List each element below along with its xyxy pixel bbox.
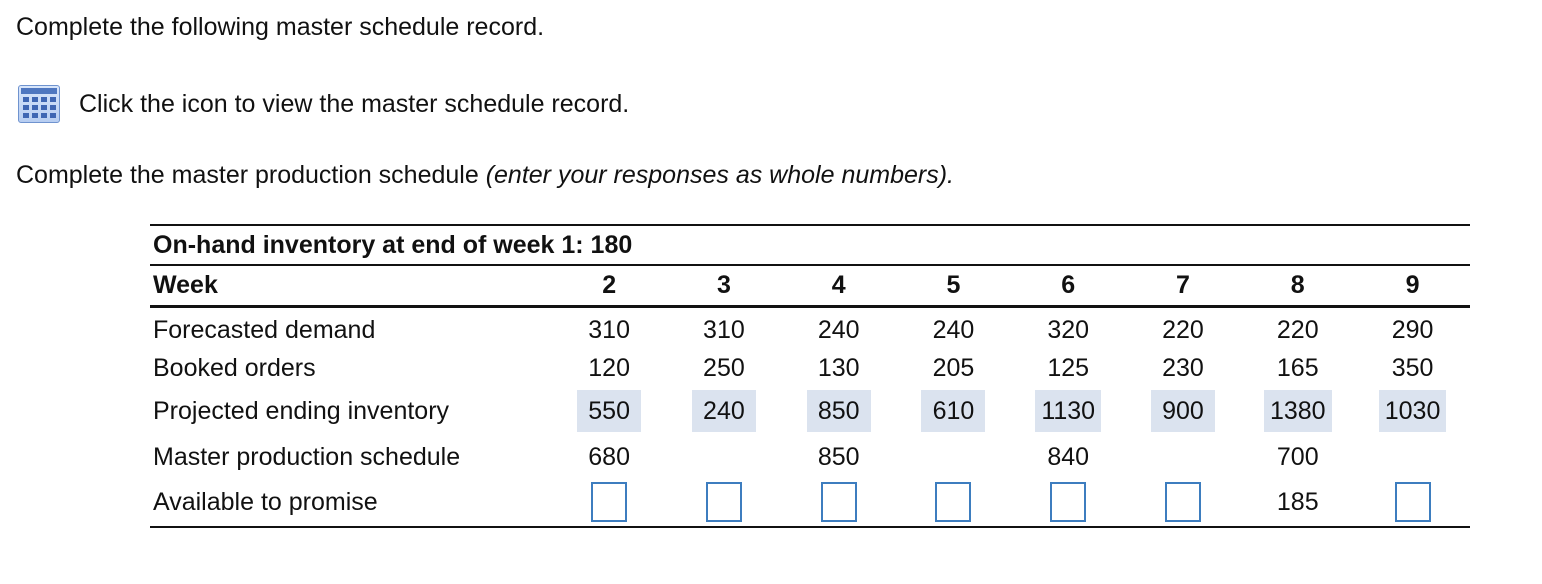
- forecast-cell: 310: [588, 315, 630, 344]
- task-instruction-note: (enter your responses as whole numbers).: [485, 161, 954, 189]
- inventory-cell: 240: [692, 390, 756, 432]
- week-header: 2: [552, 266, 667, 307]
- booked-cell: 230: [1162, 353, 1204, 382]
- master-production-schedule-row: [150, 436, 1470, 478]
- atp-input-week-7[interactable]: [1165, 482, 1201, 522]
- week-header: 9: [1355, 266, 1470, 307]
- booked-orders-row: [150, 350, 1470, 386]
- atp-cell-week-8: 185: [1276, 487, 1319, 516]
- inventory-cell: 900: [1151, 390, 1215, 432]
- booked-cell: 165: [1276, 353, 1319, 382]
- week-header-label: Week: [150, 266, 552, 307]
- booked-cell: 120: [588, 353, 630, 382]
- week-header: 5: [896, 266, 1011, 307]
- mps-cell: [1355, 436, 1470, 478]
- atp-input-week-9[interactable]: [1395, 482, 1431, 522]
- mps-cell: 840: [1047, 442, 1090, 471]
- mps-cell: 700: [1276, 442, 1319, 471]
- week-header-row: [150, 266, 1470, 307]
- week-header: 4: [781, 266, 896, 307]
- instruction-text: Complete the following master schedule record.: [16, 13, 545, 41]
- row-label: Booked orders: [153, 353, 316, 382]
- inventory-cell: 1030: [1379, 390, 1447, 432]
- inventory-cell: 1380: [1264, 390, 1332, 432]
- booked-cell: 205: [932, 353, 975, 382]
- table-icon[interactable]: [18, 85, 60, 123]
- week-header: 7: [1126, 266, 1241, 307]
- atp-input-week-2[interactable]: [591, 482, 627, 522]
- row-label: Forecasted demand: [153, 315, 376, 344]
- mps-cell: [667, 436, 782, 478]
- atp-input-week-4[interactable]: [821, 482, 857, 522]
- atp-input-week-5[interactable]: [935, 482, 971, 522]
- forecast-cell: 290: [1391, 315, 1434, 344]
- projected-ending-inventory-row: [150, 386, 1470, 436]
- task-instruction: [16, 161, 954, 190]
- week-header: 8: [1240, 266, 1355, 307]
- row-label: Projected ending inventory: [153, 396, 450, 425]
- forecasted-demand-row: [150, 307, 1470, 351]
- mps-cell: [1126, 436, 1241, 478]
- mps-cell: 850: [817, 442, 860, 471]
- inventory-cell: 1130: [1035, 390, 1101, 432]
- week-header: 3: [667, 266, 782, 307]
- view-record-row: [18, 84, 629, 124]
- booked-cell: 125: [1047, 353, 1090, 382]
- forecast-cell: 240: [932, 315, 975, 344]
- mps-cell: [896, 436, 1011, 478]
- forecast-cell: 320: [1047, 315, 1090, 344]
- week-header: 6: [1011, 266, 1126, 307]
- task-instruction-text: Complete the master production schedule: [16, 161, 486, 189]
- atp-input-week-3[interactable]: [706, 482, 742, 522]
- master-schedule-table: [150, 224, 1470, 528]
- booked-cell: 130: [817, 353, 860, 382]
- forecast-cell: 220: [1276, 315, 1319, 344]
- booked-cell: 350: [1391, 353, 1434, 382]
- booked-cell: 250: [703, 353, 745, 382]
- row-label: Master production schedule: [153, 442, 461, 471]
- row-label: Available to promise: [153, 487, 378, 516]
- inventory-cell: 550: [577, 390, 641, 432]
- available-to-promise-row: [150, 478, 1470, 526]
- icon-instruction-text: Click the icon to view the master schedule record.: [79, 89, 630, 118]
- inventory-cell: 610: [921, 390, 985, 432]
- forecast-cell: 240: [817, 315, 860, 344]
- table-title: On-hand inventory at end of week 1: 180: [150, 226, 1470, 266]
- inventory-cell: 850: [807, 390, 871, 432]
- forecast-cell: 220: [1162, 315, 1204, 344]
- atp-input-week-6[interactable]: [1050, 482, 1086, 522]
- forecast-cell: 310: [703, 315, 745, 344]
- mps-cell: 680: [588, 442, 630, 471]
